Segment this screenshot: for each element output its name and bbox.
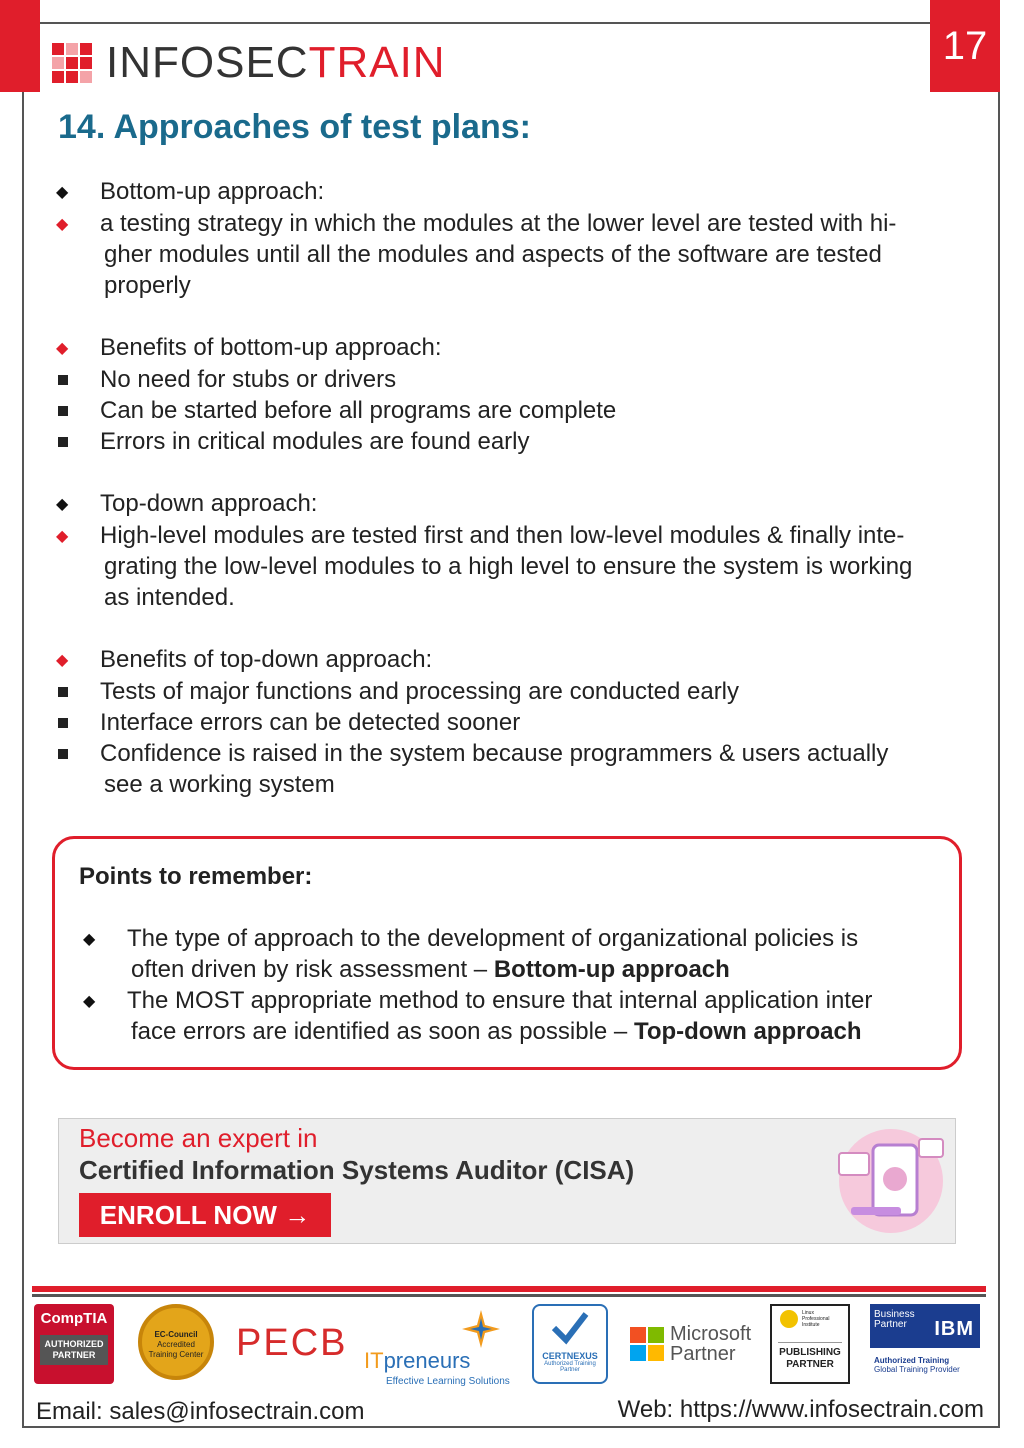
microsoft-windows-icon	[630, 1327, 664, 1361]
remember-title: Points to remember:	[79, 863, 313, 890]
footer-divider-thin	[32, 1294, 986, 1297]
square-bullet-icon	[58, 687, 68, 697]
list-item	[52, 364, 982, 395]
footer-website[interactable]: Web: https://www.infosectrain.com	[617, 1396, 984, 1423]
list-item	[79, 985, 939, 1047]
lpi-publishing-partner-logo: Linux Professional Institute PUBLISHING PARTNER	[770, 1304, 850, 1384]
points-to-remember-box	[52, 836, 962, 1070]
footer-email[interactable]: Email: sales@infosectrain.com	[36, 1398, 365, 1425]
list-text: Tests of major functions and processing are conducted early	[100, 678, 740, 705]
section-heading: Benefits of top-down approach:	[100, 646, 433, 673]
banner-tagline: Become an expert in	[79, 1123, 318, 1153]
red-diamond-bullet-icon: ◆	[56, 652, 69, 669]
infosectrain-logo	[52, 38, 446, 88]
list-item	[52, 208, 982, 301]
list-item	[52, 707, 982, 738]
main-content	[52, 176, 982, 800]
list-text: Confidence is raised in the system because programmers & users actually see a working system	[100, 740, 889, 798]
page-title: 14. Approaches of test plans:	[58, 108, 531, 146]
diamond-bullet-icon: ◆	[83, 993, 96, 1010]
corner-accent	[0, 0, 40, 92]
section-heading: Top-down approach:	[100, 490, 318, 517]
diamond-bullet-icon: ◆	[83, 931, 96, 948]
logo-grid-icon	[52, 43, 92, 83]
square-bullet-icon	[58, 375, 68, 385]
square-bullet-icon	[58, 718, 68, 728]
list-item	[52, 395, 982, 426]
page-number: 17	[930, 0, 1000, 92]
cisa-promo-banner[interactable]	[58, 1118, 956, 1244]
pecb-logo: PECB	[236, 1322, 348, 1364]
list-item	[52, 426, 982, 457]
checkmark-icon	[550, 1310, 590, 1346]
list-item	[52, 488, 982, 520]
diamond-bullet-icon: ◆	[56, 496, 69, 513]
square-bullet-icon	[58, 749, 68, 759]
list-item	[79, 923, 939, 985]
itpreneurs-logo: ITpreneurs Effective Learning Solutions	[362, 1308, 522, 1392]
promo-illustration-icon	[821, 1123, 951, 1241]
logo-wordmark: INFOSECTRAIN	[106, 38, 446, 87]
diamond-bullet-icon: ◆	[56, 184, 69, 201]
itpreneurs-star-icon	[460, 1308, 502, 1350]
section-heading: Bottom-up approach:	[100, 178, 325, 205]
list-text: a testing strategy in which the modules at the lower level are tested with hi- gher modules until all the modules and aspects of the software are tested properly	[100, 210, 897, 299]
list-text: Errors in critical modules are found early	[100, 428, 530, 455]
red-diamond-bullet-icon: ◆	[56, 216, 69, 233]
list-text: High-level modules are tested first and then low-level modules & finally inte- grating the low-level modules to a high level to ensure the system is working as intended.	[100, 522, 913, 611]
red-diamond-bullet-icon: ◆	[56, 340, 69, 357]
list-text: Can be started before all programs are complete	[100, 397, 617, 424]
list-text: The MOST appropriate method to ensure that internal application inter face errors are identified as soon as possible – Top-down approach	[127, 987, 873, 1045]
list-item	[52, 176, 982, 208]
list-item	[52, 332, 982, 364]
list-item	[52, 644, 982, 676]
list-item	[52, 520, 982, 613]
footer-divider	[32, 1286, 986, 1292]
list-text: Interface errors can be detected sooner	[100, 709, 521, 736]
ec-council-logo: EC-Council Accredited Training Center	[128, 1304, 224, 1386]
list-text: The type of approach to the development of organizational policies is often driven by risk assessment – Bottom-up approach	[127, 925, 859, 983]
microsoft-partner-logo: Microsoft Partner	[630, 1324, 751, 1364]
lpi-icon	[780, 1310, 798, 1328]
enroll-now-button[interactable]: ENROLL NOW →	[79, 1193, 331, 1237]
square-bullet-icon	[58, 437, 68, 447]
list-item	[52, 738, 982, 800]
partner-logos	[32, 1304, 986, 1392]
square-bullet-icon	[58, 406, 68, 416]
list-item	[52, 676, 982, 707]
ibm-business-partner-logo: Business Partner IBM Authorized Training Global Training Provider	[870, 1304, 980, 1386]
section-heading: Benefits of bottom-up approach:	[100, 334, 442, 361]
red-diamond-bullet-icon: ◆	[56, 528, 69, 545]
banner-course-name: Certified Information Systems Auditor (CISA)	[79, 1155, 635, 1185]
certnexus-logo: CERTNEXUS Authorized Training Partner	[532, 1304, 608, 1384]
list-text: No need for stubs or drivers	[100, 366, 397, 393]
comptia-logo: CompTIA AUTHORIZED PARTNER	[34, 1304, 114, 1384]
